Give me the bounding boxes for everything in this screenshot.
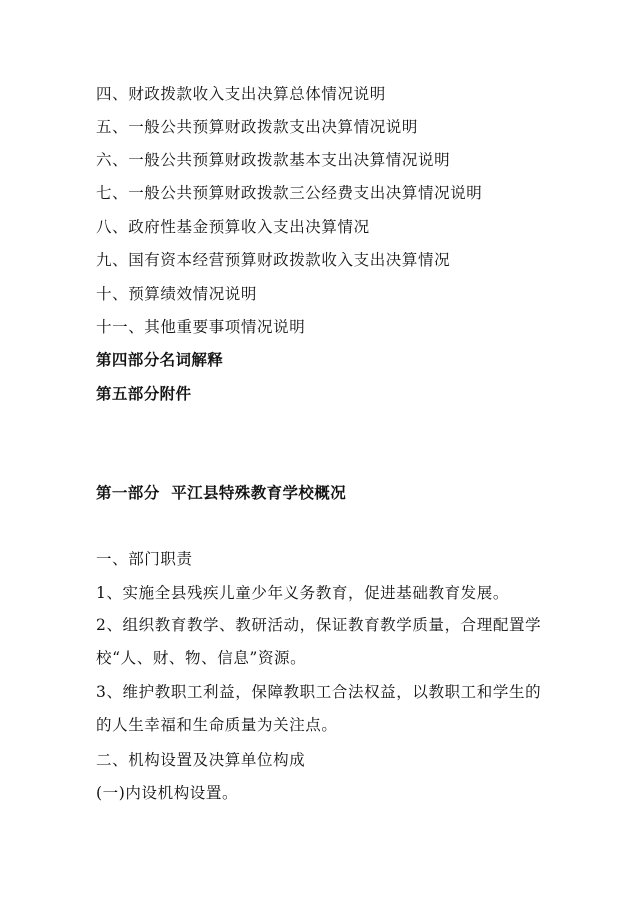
duty-item-1: 1、实施全县残疾儿童少年义务教育，促进基础教育发展。 [96, 584, 509, 602]
duty-item-3: 3、维护教职工利益，保障教职工合法权益，以教职工和学生的的人生幸福和生命质量为关注点。 [96, 683, 542, 734]
toc-part4-heading: 第四部分名词解释 [96, 351, 224, 369]
duty-item-2: 2、组织教育教学、教研活动，保证教育教学质量，合理配置学校“人、财、物、信息”资源。 [96, 616, 542, 667]
toc-item-11: 十一、其他重要事项情况说明 [96, 318, 306, 336]
section1-sub1-heading: 一、部门职责 [96, 550, 193, 568]
toc-item-4: 四、财政拨款收入支出决算总体情况说明 [96, 85, 386, 103]
section1-title: 第一部分 平江县特殊教育学校概况 [96, 484, 347, 502]
toc-part5-heading: 第五部分附件 [96, 385, 192, 403]
toc-item-8: 八、政府性基金预算收入支出决算情况 [96, 218, 370, 236]
toc-item-10: 十、预算绩效情况说明 [96, 285, 258, 303]
toc-item-5: 五、一般公共预算财政拨款支出决算情况说明 [96, 118, 419, 136]
toc-item-9: 九、国有资本经营预算财政拨款收入支出决算情况 [96, 251, 451, 269]
toc-item-7: 七、一般公共预算财政拨款三公经费支出决算情况说明 [96, 184, 483, 202]
toc-item-6: 六、一般公共预算财政拨款基本支出决算情况说明 [96, 151, 451, 169]
section1-sub2-1-heading: (一)内设机构设置。 [96, 784, 239, 802]
section1-sub2-heading: 二、机构设置及决算单位构成 [96, 751, 306, 769]
